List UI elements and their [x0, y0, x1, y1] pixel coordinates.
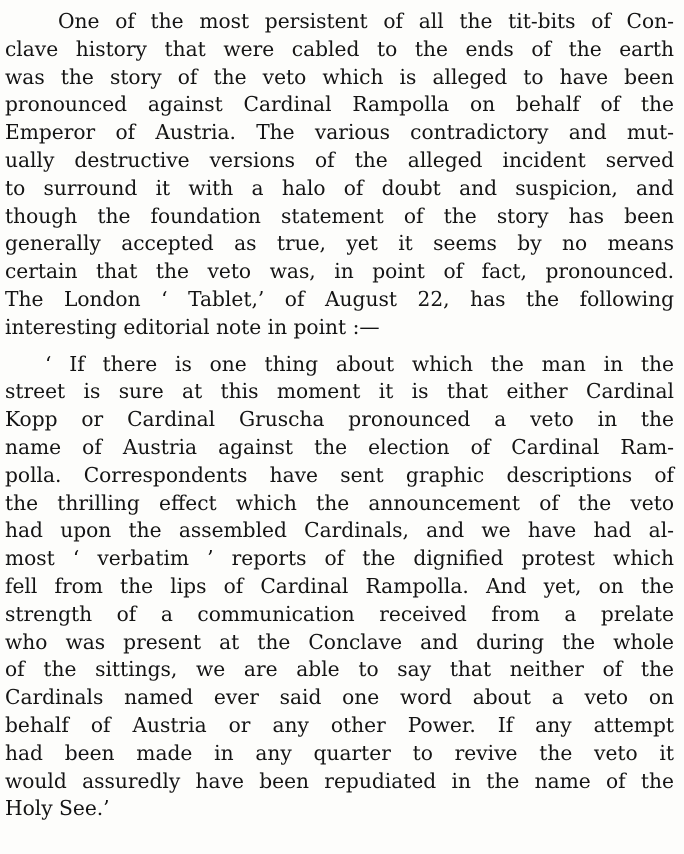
text-line: The London ‘ Tablet,’ of August 22, has the following	[5, 286, 674, 311]
text-line: interesting editorial note in point :—	[5, 314, 380, 339]
text-line: generally accepted as true, yet it seems by no means	[5, 231, 674, 256]
text-line: Kopp or Cardinal Gruscha pronounced a veto in the	[5, 407, 674, 432]
text-line: who was present at the Conclave and during the whole	[5, 629, 674, 654]
text-line: had upon the assembled Cardinals, and we have had al-	[5, 518, 674, 543]
text-line: behalf of Austria or any other Power. If any attempt	[5, 712, 674, 737]
text-line: certain that the veto was, in point of fact, pronounced.	[5, 259, 674, 284]
paragraph-quotation	[5, 351, 674, 824]
text-line: Cardinals named ever said one word about a veto on	[5, 685, 674, 710]
text-line: to surround it with a halo of doubt and suspicion, and	[5, 175, 674, 200]
text-line: was the story of the veto which is alleged to have been	[5, 64, 674, 89]
text-line: ‘ If there is one thing about which the man in the	[45, 351, 674, 376]
text-line: fell from the lips of Cardinal Rampolla. And yet, on the	[5, 573, 674, 598]
text-line: street is sure at this moment it is that either Cardinal	[5, 379, 674, 404]
text-line: pronounced against Cardinal Rampolla on behalf of the	[5, 92, 674, 117]
text-line: strength of a communication received from a prelate	[5, 601, 674, 626]
text-line: ually destructive versions of the alleged incident served	[5, 147, 674, 172]
text-line: Emperor of Austria. The various contradictory and mut-	[5, 120, 674, 145]
text-line: clave history that were cabled to the ends of the earth	[5, 36, 674, 61]
text-line: Holy See.’	[5, 796, 110, 821]
text-line: polla. Correspondents have sent graphic descriptions of	[5, 462, 674, 487]
text-line: of the sittings, we are able to say that neither of the	[5, 657, 674, 682]
text-line: the thrilling effect which the announcement of the veto	[5, 490, 674, 515]
text-line: One of the most persistent of all the tit-bits of Con-	[58, 9, 674, 33]
text-line: name of Austria against the election of Cardinal Ram-	[5, 434, 674, 459]
text-line: had been made in any quarter to revive the veto it	[5, 740, 674, 765]
paragraph-intro	[5, 8, 674, 342]
paragraph-gap	[5, 342, 674, 351]
text-line: though the foundation statement of the story has been	[5, 203, 674, 228]
text-line: would assuredly have been repudiated in the name of the	[5, 768, 674, 793]
text-line: most ‘ verbatim ’ reports of the dignified protest which	[5, 546, 674, 571]
